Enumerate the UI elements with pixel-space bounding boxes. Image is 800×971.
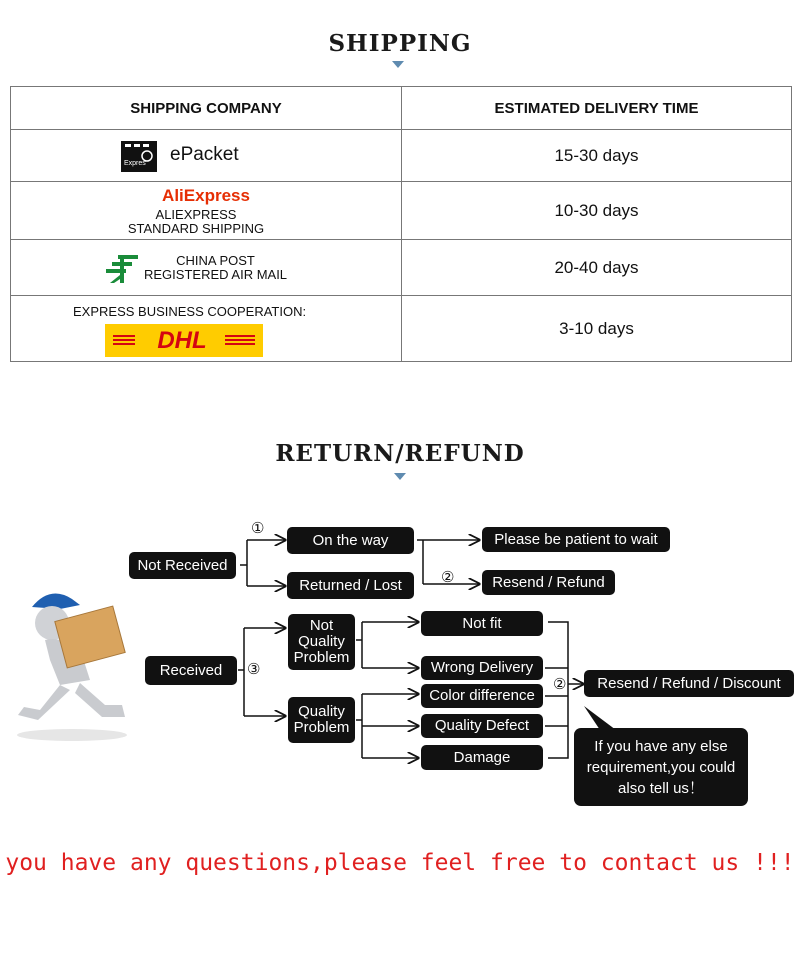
contact-message: you have any questions,please feel free to contact us !!! <box>5 850 795 876</box>
company-name: EXPRESS BUSINESS COOPERATION: <box>73 304 307 319</box>
resend-refund-pill: Resend / Refund <box>482 570 615 595</box>
received-pill: Received <box>145 656 237 685</box>
damage-pill: Damage <box>421 745 543 770</box>
delivery-days: 15-30 days <box>402 130 792 182</box>
be-patient-pill: Please be patient to wait <box>482 527 670 552</box>
not-quality-problem-pill: Not Quality Problem <box>288 614 355 670</box>
company-name: ePacket <box>170 144 239 165</box>
refund-title: RETURN/REFUND <box>275 440 525 467</box>
delivery-days: 20-40 days <box>402 240 792 296</box>
header-company: SHIPPING COMPANY <box>11 87 402 130</box>
on-the-way-pill: On the way <box>287 527 414 554</box>
step-number: ① <box>251 520 265 537</box>
step-number: ② <box>441 569 455 586</box>
delivery-days: 3-10 days <box>402 296 792 362</box>
quality-defect-pill: Quality Defect <box>421 714 543 738</box>
company-name: CHINA POST REGISTERED AIR MAIL <box>144 253 288 282</box>
step-number: ③ <box>247 661 261 678</box>
resend-refund-discount-pill: Resend / Refund / Discount <box>584 670 794 697</box>
epacket-logo: Expres <box>119 140 159 173</box>
not-fit-pill: Not fit <box>421 611 543 636</box>
delivery-days: 10-30 days <box>402 182 792 240</box>
color-difference-pill: Color difference <box>421 684 543 708</box>
returned-lost-pill: Returned / Lost <box>287 572 414 599</box>
header-time: ESTIMATED DELIVERY TIME <box>402 87 792 130</box>
speech-bubble: If you have any else requirement,you could also tell us！ <box>574 728 748 806</box>
company-name: ALIEXPRESS STANDARD SHIPPING <box>127 207 265 236</box>
step-number: ② <box>553 676 567 693</box>
quality-problem-pill: Quality Problem <box>288 697 355 743</box>
aliexpress-logo: AliExpress <box>162 186 250 205</box>
not-received-pill: Not Received <box>129 552 236 579</box>
shipping-title: SHIPPING <box>328 30 472 57</box>
wrong-delivery-pill: Wrong Delivery <box>421 656 543 680</box>
dhl-logo: DHL <box>105 324 263 357</box>
